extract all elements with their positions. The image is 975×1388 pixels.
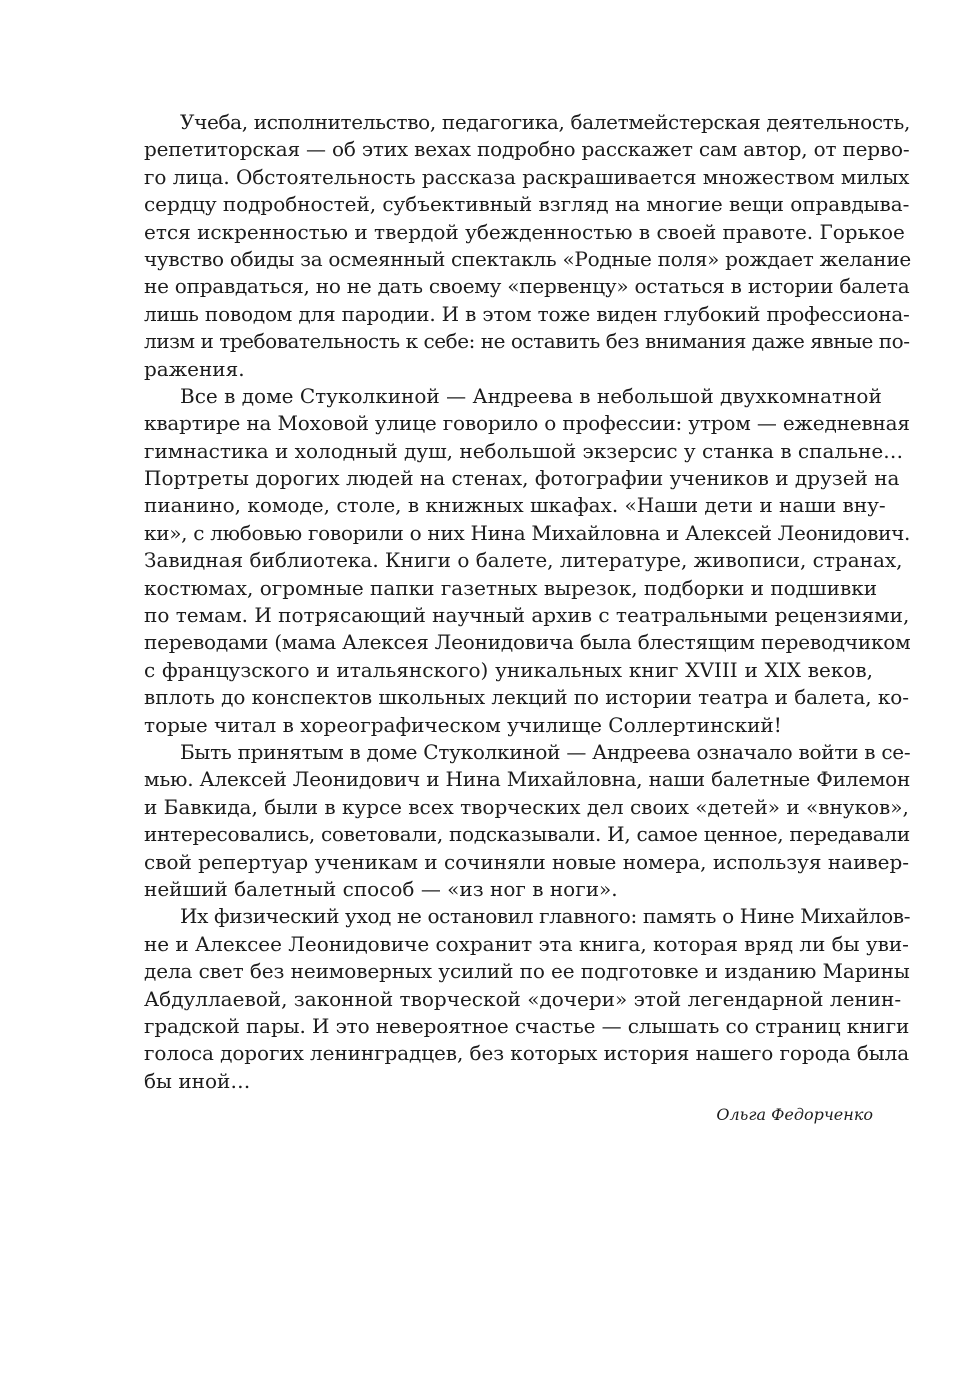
text-line: го лица. Обстоятельность рассказа раскрашивается множеством милых [144,164,910,189]
body-text [108,109,911,1095]
text-line: пианино, комоде, столе, в книжных шкафах. «Наши дети и наши вну- [144,493,886,518]
text-line: гимнастика и холодный душ, небольшой экзерсис у станка в спальне… [144,438,904,463]
text-line: Все в доме Стуколкиной — Андреева в небольшой двухкомнатной [180,383,882,408]
text-line: нейший балетный способ — «из ног в ноги». [144,876,618,901]
text-line: не оправдаться, но не дать своему «первенцу» остаться в истории балета [144,274,910,299]
text-line: Их физический уход не остановил главного: память о Нине Михайлов- [180,904,911,929]
text-line: интересовались, советовали, подсказывали. И, самое ценное, передавали [144,822,910,847]
text-line: с французского и итальянского) уникальных книг XVIII и XIX веков, [144,657,873,682]
text-line: костюмах, огромные папки газетных вырезок, подборки и подшивки [144,575,878,600]
text-line: бы иной… [144,1068,251,1093]
text-line: по темам. И потрясающий научный архив с театральными рецензиями, [144,603,910,628]
author-signature: Ольга Федорченко [716,1105,873,1124]
text-line: градской пары. И это невероятное счастье — слышать со страниц книги [144,1013,910,1038]
text-line: ется искренностью и твердой убежденностью в своей правоте. Горькое [144,219,905,244]
text-line: Портреты дорогих людей на стенах, фотографии учеников и друзей на [144,466,900,491]
text-line: Абдуллаевой, законной творческой «дочери» этой легендарной ленин- [144,986,902,1011]
text-line: лизм и требовательность к себе: не оставить без внимания даже явные по- [144,329,910,354]
text-line: свой репертуар ученикам и сочиняли новые номера, используя наивер- [144,849,910,874]
text-line: голоса дорогих ленинградцев, без которых история нашего города была [144,1041,910,1066]
text-line: вплоть до конспектов школьных лекций по истории театра и балета, ко- [144,685,909,710]
paragraph-3 [108,739,911,903]
text-line: лишь поводом для пародии. И в этом тоже виден глубокий профессиона- [144,301,910,326]
text-line: ражения. [144,356,245,381]
text-line: не и Алексее Леонидовиче сохранит эта книга, которая вряд ли бы уви- [144,931,909,956]
text-line: переводами (мама Алексея Леонидовича была блестящим переводчиком [144,630,911,655]
text-line: и Бавкида, были в курсе всех творческих дел своих «детей» и «внуков», [144,794,909,819]
text-line: репетиторская — об этих вехах подробно расскажет сам автор, от перво- [144,137,910,162]
paragraph-1 [108,109,911,383]
text-line: дела свет без неимоверных усилий по ее подготовке и изданию Марины [144,959,910,984]
paragraph-2 [108,383,911,739]
text-line: Завидная библиотека. Книги о балете, литературе, живописи, странах, [144,548,903,573]
text-line: торые читал в хореографическом училище Соллертинский! [144,712,782,737]
text-line: Быть принятым в доме Стуколкиной — Андреева означало войти в се- [180,739,911,764]
text-line: Учеба, исполнительство, педагогика, балетмейстерская деятельность, [180,110,910,134]
paragraph-4 [108,903,911,1095]
text-line: сердцу подробностей, субъективный взгляд на многие вещи оправдыва- [144,192,910,217]
text-line: чувство обиды за осмеянный спектакль «Родные поля» рождает желание [144,246,911,271]
text-line: мью. Алексей Леонидович и Нина Михайловна, наши балетные Филемон [144,767,911,792]
text-line: квартире на Моховой улице говорило о профессии: утром — ежедневная [144,411,910,436]
text-line: ки», с любовью говорили о них Нина Михайловна и Алексей Леонидович. [144,520,911,545]
